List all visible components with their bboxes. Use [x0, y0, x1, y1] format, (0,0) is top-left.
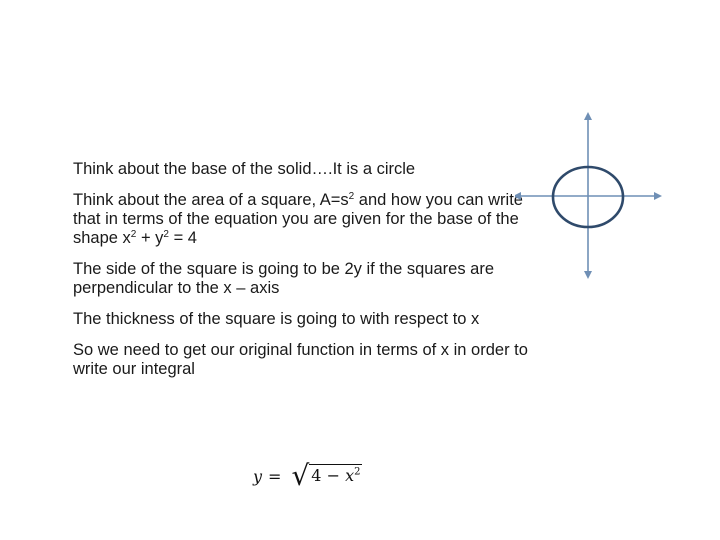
text-fragment: Think about the area of a square, A=s — [73, 191, 349, 209]
radicand-minus: − — [326, 465, 340, 485]
paragraph-side-square: The side of the square is going to be 2y if the squares are perpendicular to the x – axis — [73, 260, 495, 297]
radicand-constant: 4 — [311, 465, 322, 485]
paragraph-area-square — [73, 191, 543, 248]
superscript: 2 — [163, 229, 169, 240]
circle-axes-diagram — [515, 112, 665, 282]
superscript: 2 — [348, 191, 355, 202]
text-fragment: = 4 — [168, 229, 197, 247]
equation-radicand — [309, 464, 362, 485]
paragraph-original-function: So we need to get our original function in terms of x in order to write our integral — [73, 341, 528, 378]
equation-equals: = — [268, 466, 282, 486]
radicand-exponent: 2 — [354, 466, 361, 478]
paragraph-base-circle: Think about the base of the solid….It is a circle — [73, 160, 416, 178]
paragraph-thickness: The thickness of the square is going to with respect to x — [73, 310, 480, 328]
body-text — [73, 160, 543, 391]
square-root-icon: √ — [291, 459, 310, 492]
equation — [253, 459, 362, 492]
text-fragment: + y — [136, 229, 164, 247]
equation-lhs-y: y — [253, 466, 263, 486]
radicand-variable-x: x — [345, 465, 355, 485]
text-fragment: and how you can write that in terms of the equation you are given for the base of the shape x — [73, 191, 523, 247]
superscript: 2 — [130, 229, 137, 240]
